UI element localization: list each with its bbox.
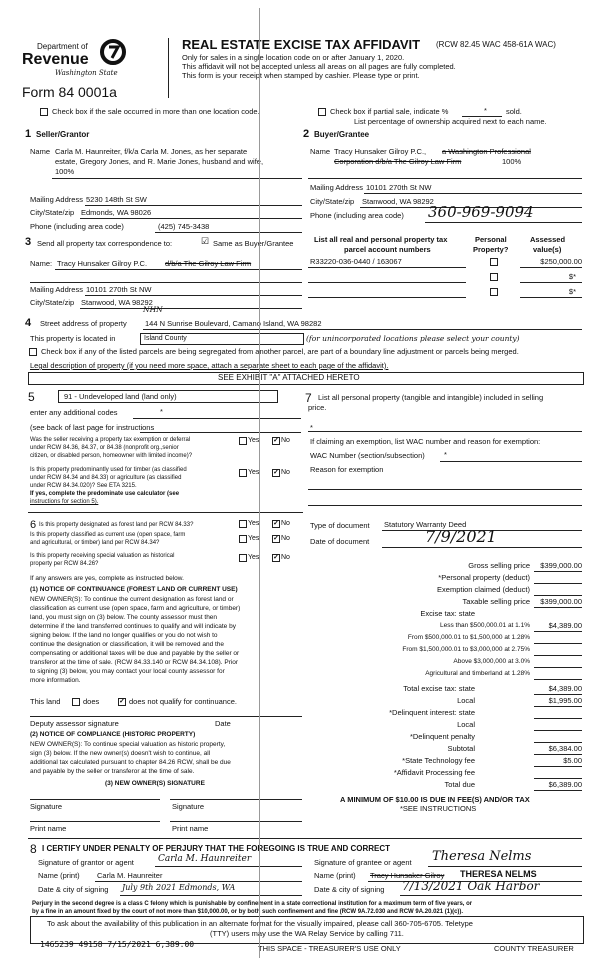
n1-line-8: transferor at the time of sale. (RCW 84.33.140 or RCW 84.34.108). Prior xyxy=(30,659,239,666)
form-number: Form 84 0001a xyxy=(22,84,117,100)
section7-label-b: price. xyxy=(308,403,327,412)
n2-line-2: sign (3) below. If the new owner(s) doesn't wish to continue, all xyxy=(30,750,211,757)
gross-label: Gross selling price xyxy=(468,561,530,570)
buyer-city-label: City/State/zip xyxy=(310,197,355,206)
subtotal-label: Subtotal xyxy=(447,744,475,753)
new-owner-signature-title: (3) NEW OWNER(S) SIGNATURE xyxy=(105,780,205,787)
buyer-addr-label: Mailing Address xyxy=(310,183,363,192)
tech-fee-label: *State Technology fee xyxy=(402,756,475,765)
s6-q3-yes-checkbox[interactable] xyxy=(239,554,247,562)
parcels-heading-1: List all real and personal property tax xyxy=(314,235,448,244)
buyer-num: 2 xyxy=(303,128,310,140)
n1-line-1: NEW OWNER(S): To continue the current designation as forest land or xyxy=(30,596,234,603)
buyer-name-b[interactable]: a Washington Professional xyxy=(442,147,531,156)
buyer-phone-label: Phone (including area code) xyxy=(310,211,404,220)
street-label: Street address of property xyxy=(40,319,127,328)
grantor-date-label: Date & city of signing xyxy=(38,885,109,894)
s6-if-any: If any answers are yes, complete as instructed below. xyxy=(30,575,184,582)
s5-q2-line-1: Is this property predominantly used for timber (as classified xyxy=(30,467,187,473)
certify-statement: I CERTIFY UNDER PENALTY OF PERJURY THAT THE FOREGOING IS TRUE AND CORRECT xyxy=(42,844,391,853)
s6-q1-no-checkbox[interactable]: ✓ xyxy=(273,520,279,527)
same-as-label: Same as Buyer/Grantee xyxy=(213,239,294,248)
grantee-signature[interactable]: Theresa Nelms xyxy=(432,849,532,864)
reason-label: Reason for exemption xyxy=(310,465,384,474)
taxable-label: Taxable selling price xyxy=(462,597,530,606)
see-back-label: (see back of last page for instructions xyxy=(30,423,155,432)
owner-signature-1-label: Signature xyxy=(30,802,63,811)
s5-q1-yes-checkbox[interactable] xyxy=(239,437,247,445)
corr-name-a[interactable]: Tracy Hunsaker Gilroy P.C. xyxy=(57,259,148,268)
corr-addr-label: Mailing Address xyxy=(30,285,83,294)
parcels-heading-2: parcel account numbers xyxy=(344,245,431,254)
n2-line-3: additional tax calculated pursuant to chapter 84.26 RCW, shall be due xyxy=(30,759,231,766)
s5-q1-line-3: citizen, or disabled person, homeowner with limited income)? xyxy=(30,453,193,459)
tier1-value[interactable]: $4,389.00 xyxy=(548,621,582,630)
grantee-date-label: Date & city of signing xyxy=(314,885,385,894)
exemption-deduct-label: Exemption claimed (deduct) xyxy=(437,585,530,594)
excise-label: Excise tax: state xyxy=(420,609,475,618)
owner-print-1-label: Print name xyxy=(30,824,67,833)
seller-phone-label: Phone (including area code) xyxy=(30,222,124,231)
seller-name-label: Name xyxy=(30,147,51,156)
seller-phone[interactable]: (425) 745-3438 xyxy=(158,222,210,231)
corr-name-b[interactable]: d/b/a The Gilroy Law Firm xyxy=(165,259,252,268)
corr-city[interactable]: Stanwood, WA 98292 xyxy=(81,298,153,307)
s5-q2-yes-checkbox[interactable] xyxy=(239,469,247,477)
local-value[interactable]: $1,995.00 xyxy=(548,696,582,705)
buyer-phone[interactable]: 360-969-9094 xyxy=(428,203,534,221)
s5-q1-no-label: No xyxy=(281,437,290,444)
total-due-label: Total due xyxy=(444,780,475,789)
n1-line-7: compensating or additional taxes will be due and payable by the seller or xyxy=(30,650,240,657)
tier2-label: From $500,000.01 to $1,500,000 at 1.28% xyxy=(407,634,530,641)
local-label: Local xyxy=(457,696,475,705)
s5-q2-line-4: If yes, complete the predominate use calculator (see xyxy=(30,491,180,497)
owner-signature-2-label: Signature xyxy=(172,802,205,811)
s6-q2-line-2: and agricultural, or timber) land per RCW 84.34? xyxy=(30,540,160,546)
deputy-date-label: Date xyxy=(215,719,231,728)
parcel-1-value[interactable]: $250,000.00 xyxy=(540,257,582,266)
located-label: This property is located in xyxy=(30,334,116,343)
street-num: 4 xyxy=(25,317,32,329)
grantor-sig-label: Signature of grantor or agent xyxy=(38,858,134,867)
s6-q1: Is this property designated as forest land per RCW 84.33? xyxy=(39,522,194,528)
tier1-label: Less than $500,000.01 at 1.1% xyxy=(440,622,530,629)
s6-q1-yes-checkbox[interactable] xyxy=(239,520,247,528)
land-does-checkbox[interactable] xyxy=(72,698,80,706)
doc-date-label: Date of document xyxy=(310,537,370,546)
land-code-value: 91 - Undeveloped land (land only) xyxy=(64,392,177,401)
buyer-name-a[interactable]: Tracy Hunsaker Gilroy P.C., xyxy=(334,147,427,156)
land-does-not-label: does not qualify for continuance. xyxy=(129,697,237,706)
wac-value[interactable]: * xyxy=(444,450,447,459)
s6-q3-no-label: No xyxy=(281,554,290,561)
corr-address[interactable]: 10101 270th St NW xyxy=(86,285,152,294)
corr-label: Send all property tax correspondence to: xyxy=(37,239,173,248)
notice-continuance-title: (1) NOTICE OF CONTINUANCE (FOREST LAND OR CURRENT USE) xyxy=(30,586,238,593)
same-as-checkbox[interactable]: ☑ xyxy=(201,236,210,246)
s5-q2-no-checkbox[interactable]: ✓ xyxy=(273,469,279,476)
n1-line-3: land, you must sign on (3) below. The county assessor must then xyxy=(30,614,218,621)
partial-pct[interactable]: * xyxy=(484,106,487,115)
parcel-1-personal-checkbox[interactable] xyxy=(490,258,498,266)
subtotal-value[interactable]: $6,384.00 xyxy=(548,744,582,753)
this-land-label: This land xyxy=(30,697,61,706)
land-does-label: does xyxy=(83,697,100,706)
located-note: (for unincorporated locations please select your county) xyxy=(306,334,520,343)
notice-compliance-title: (2) NOTICE OF COMPLIANCE (HISTORIC PROPERTY) xyxy=(30,731,196,738)
partial-sale-label: Check box if partial sale, indicate % xyxy=(330,107,449,116)
s5-q2-line-2: under RCW 84.34 and 84.33) or agriculture (as classified xyxy=(30,475,182,481)
seller-heading: Seller/Grantor xyxy=(36,130,90,139)
n1-line-9: to signing (3) below, you may contact your local county assessor for xyxy=(30,668,225,675)
affidavit-fee-label: *Affidavit Processing fee xyxy=(393,768,475,777)
parcel-1-number[interactable]: R33220-036-0440 / 163067 xyxy=(310,257,402,266)
n1-line-10: more information. xyxy=(30,677,81,684)
form-rcw: (RCW 82.45 WAC 458-61A WAC) xyxy=(436,40,556,49)
partial-sale-checkbox[interactable] xyxy=(318,108,326,116)
corr-num: 3 xyxy=(25,236,32,248)
personal-deduct-label: *Personal property (deduct) xyxy=(438,573,530,582)
state-label: Washington State xyxy=(55,69,118,77)
grantor-signature[interactable]: Carla M. Haunreiter xyxy=(158,854,252,864)
parcel-3-value[interactable]: $* xyxy=(568,287,576,296)
corr-city-label: City/State/zip xyxy=(30,298,75,307)
n1-line-4: determine if the land transferred continues to qualify and will indicate by xyxy=(30,623,236,630)
n1-line-2: classification as current use (open space, farm and agriculture, or timber) xyxy=(30,605,241,612)
section6-num: 6 xyxy=(30,519,37,531)
receipt-stamp: 1465239 49158 7/15/2021 6,389.00 xyxy=(40,940,195,949)
total-state-label: Total excise tax: state xyxy=(403,684,475,693)
s5-q1-line-2: under RCW 84.36, 84.37, or 84.38 (nonprofit org.,senior xyxy=(30,445,179,451)
legal-label: Legal description of property (if you need more space, attach a separate sheet to each page of the affidavit). xyxy=(30,361,389,370)
s6-q3-line-2: property per RCW 84.26? xyxy=(30,561,99,567)
street-address[interactable]: 144 N Sunrise Boulevard, Camano Island, WA 98282 xyxy=(145,319,322,328)
s6-q1-yes-label: Yes xyxy=(248,520,260,527)
seller-num: 1 xyxy=(25,128,32,140)
total-due-value[interactable]: $6,389.00 xyxy=(548,780,582,789)
seller-name-l3[interactable]: 100% xyxy=(55,167,75,176)
county-treasurer-label: COUNTY TREASURER xyxy=(494,944,574,953)
section8-num: 8 xyxy=(30,842,37,856)
dept-label: Department of xyxy=(37,42,88,51)
parcel-2-personal-checkbox[interactable] xyxy=(490,273,498,281)
partial-sold: sold. xyxy=(506,107,522,116)
treasurer-space-label: THIS SPACE - TREASURER'S USE ONLY xyxy=(258,944,401,953)
multi-location-checkbox[interactable] xyxy=(40,108,48,116)
s5-q1-line-1: Was the seller receiving a property tax exemption or deferral xyxy=(30,437,191,443)
partial-note: List percentage of ownership acquired next to each name. xyxy=(354,117,547,126)
s5-q2-no-label: No xyxy=(281,469,290,476)
legal-value: SEE EXHIBIT "A" ATTACHED HERETO xyxy=(218,373,360,382)
parcel-3-personal-checkbox[interactable] xyxy=(490,288,498,296)
parcel-2-value[interactable]: $* xyxy=(568,272,576,281)
s5-q2-line-3: under RCW 84.34.020)? See ETA 3215. xyxy=(30,483,137,489)
n2-line-1: NEW OWNER(S): To continue special valuation as historic property, xyxy=(30,741,226,748)
doc-date-value[interactable]: 7/9/2021 xyxy=(425,527,497,546)
minimum-notice: A MINIMUM OF $10.00 IS DUE IN FEE(S) AND/OR TAX xyxy=(340,795,530,804)
doc-type-label: Type of document xyxy=(310,521,370,530)
buyer-name-d[interactable]: 100% xyxy=(502,157,522,166)
s6-q2-no-label: No xyxy=(281,535,290,542)
buyer-city[interactable]: Stanwood, WA 98292 xyxy=(362,197,434,206)
located-value: Island County xyxy=(144,335,187,342)
tier5-label: Agricultural and timberland at 1.28% xyxy=(425,670,530,677)
buyer-name-c[interactable]: Corporation d/b/a The Gilroy Law Firm xyxy=(334,157,462,166)
segregated-label: Check box if any of the listed parcels are being segregated from another parcel, are part of a boundary line adjustment or parcels being merged. xyxy=(41,347,519,356)
section7-label-a: List all personal property (tangible and intangible) included in selling xyxy=(318,393,544,402)
top-handwritten-mark: NHN xyxy=(143,305,163,314)
tier3-label: From $1,500,000.01 to $3,000,000 at 2.75% xyxy=(402,646,530,653)
perjury-line-1: Perjury in the second degree is a class C felony which is punishable by confinement in a state correctional institution for a maximum term of five years, or xyxy=(32,901,473,907)
delinquent-interest-label: *Delinquent interest: state xyxy=(389,708,475,717)
corr-name-label: Name: xyxy=(30,259,53,268)
grantee-sig-label: Signature of grantee or agent xyxy=(314,858,412,867)
agency-logo-text: Revenue xyxy=(22,51,89,68)
additional-codes-value[interactable]: * xyxy=(160,407,163,416)
assessed-heading-2: value(s) xyxy=(533,245,562,254)
multi-location-label: Check box if the sale occurred in more than one location code. xyxy=(52,107,260,116)
s5-q1-yes-label: Yes xyxy=(248,437,260,444)
gross-value[interactable]: $399,000.00 xyxy=(540,561,582,570)
personal-heading-1: Personal xyxy=(475,235,507,244)
accessibility-line-2: (TTY) users may use the WA Relay Service by calling 711. xyxy=(210,929,404,938)
section5-num: 5 xyxy=(28,390,35,404)
personal-property-value[interactable]: * xyxy=(310,423,313,432)
grantee-date[interactable]: 7/13/2021 Oak Harbor xyxy=(402,879,540,893)
see-instructions: *SEE INSTRUCTIONS xyxy=(400,804,477,813)
grantor-date[interactable]: July 9th 2021 Edmonds, WA xyxy=(122,883,236,892)
s5-q2-yes-label: Yes xyxy=(248,469,260,476)
s6-q3-no-checkbox[interactable]: ✓ xyxy=(273,554,279,561)
s6-q1-no-label: No xyxy=(281,520,290,527)
assessed-heading-1: Assessed xyxy=(530,235,566,244)
seller-city[interactable]: Edmonds, WA 98026 xyxy=(81,208,152,217)
delinquent-local-label: Local xyxy=(457,720,475,729)
accessibility-line-1: To ask about the availability of this publication in an alternate format for the visually impaired, please call 360-705-6705. Teletype xyxy=(47,919,473,928)
deputy-signature-label: Deputy assessor signature xyxy=(30,719,119,728)
grantee-name[interactable]: THERESA NELMS xyxy=(460,869,537,879)
taxable-value[interactable]: $399,000.00 xyxy=(540,597,582,606)
delinquent-penalty-label: *Delinquent penalty xyxy=(409,732,475,741)
s6-q2-yes-label: Yes xyxy=(248,535,260,542)
seller-name-l1[interactable]: Carla M. Haunreiter, f/k/a Carla M. Jones, as her separate xyxy=(55,147,248,156)
buyer-name-label: Name xyxy=(310,147,331,156)
additional-codes-label: enter any additional codes xyxy=(30,408,118,417)
grantee-name-label: Name (print) xyxy=(314,871,356,880)
buyer-heading: Buyer/Grantee xyxy=(314,130,370,139)
seller-addr-label: Mailing Address xyxy=(30,195,83,204)
n1-line-6: continue the designation or classification, it will be removed and the xyxy=(30,641,225,648)
land-does-not-checkbox[interactable]: ✓ xyxy=(119,698,125,705)
s5-q2-line-5: instructions for section 5). xyxy=(30,499,99,505)
s6-q2-line-1: Is this property classified as current use (open space, farm xyxy=(30,532,186,538)
header-line-3: This form is your receipt when stamped by cashier. Please type or print. xyxy=(182,71,420,80)
form-title: REAL ESTATE EXCISE TAX AFFIDAVIT xyxy=(182,37,421,52)
header-line-2: This affidavit will not be accepted unless all areas on all pages are fully completed. xyxy=(182,62,456,71)
s6-q3-line-1: Is this property receiving special valuation as historical xyxy=(30,553,175,559)
grantor-name-label: Name (print) xyxy=(38,871,80,880)
s6-q2-no-checkbox[interactable]: ✓ xyxy=(273,535,279,542)
s6-q2-yes-checkbox[interactable] xyxy=(239,535,247,543)
grantor-name[interactable]: Carla M. Haunreiter xyxy=(97,871,163,880)
s6-q3-yes-label: Yes xyxy=(248,554,260,561)
fold-line xyxy=(259,8,260,958)
grantee-name-struck: Tracy Hunsaker Gilroy xyxy=(370,871,445,880)
perjury-line-2: by a fine in an amount fixed by the court of not more than $10,000.00, or by both such confinement and fine (RCW 9A.72.030 and RCW 9A.20.021 (1)(c)). xyxy=(32,909,464,915)
buyer-address[interactable]: 10101 270th St NW xyxy=(366,183,432,192)
header-line-1: Only for sales in a single location code on or after January 1, 2020. xyxy=(182,53,405,62)
n2-line-4: and payable by the seller or transferor at the time of sale. xyxy=(30,768,195,775)
doc-type-value[interactable]: Statutory Warranty Deed xyxy=(384,520,467,529)
wac-label: WAC Number (section/subsection) xyxy=(310,451,425,460)
revenue-logo-icon xyxy=(100,38,126,66)
seller-name-l2[interactable]: estate, Gregory Jones, and R. Marie Jones, husband and wife, xyxy=(55,157,264,166)
n1-line-5: signing below. If the land no longer qualifies or you do not wish to xyxy=(30,632,218,639)
tier4-label: Above $3,000,000 at 3.0% xyxy=(453,658,530,665)
s5-q1-no-checkbox[interactable]: ✓ xyxy=(273,437,279,444)
total-state-value[interactable]: $4,389.00 xyxy=(548,684,582,693)
tech-fee-value[interactable]: $5.00 xyxy=(563,756,582,765)
personal-heading-2: Property? xyxy=(473,245,509,254)
owner-print-2-label: Print name xyxy=(172,824,209,833)
seller-address[interactable]: 5230 148th St SW xyxy=(86,195,147,204)
section7-num: 7 xyxy=(305,391,312,405)
exemption-label: If claiming an exemption, list WAC number and reason for exemption: xyxy=(310,437,541,446)
segregated-checkbox[interactable] xyxy=(29,348,37,356)
seller-city-label: City/State/zip xyxy=(30,208,75,217)
